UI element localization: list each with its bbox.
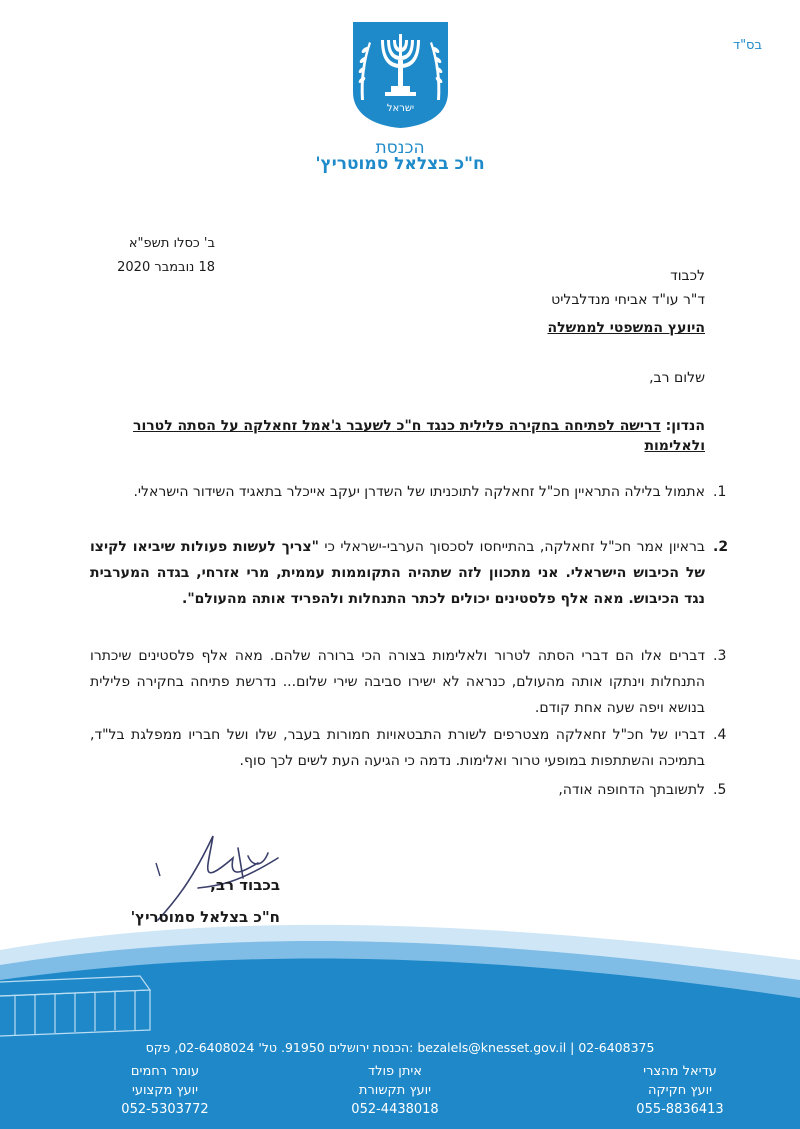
staff-name: איתן פולד xyxy=(368,1064,422,1079)
item-number: 1. xyxy=(713,484,727,500)
subject-text: דרישה לפתיחה בחקירה פלילית כנגד ח"כ לשעבר ג'אמל זחאלקה על הסתה לטרור ולאלימות xyxy=(133,418,705,454)
signer-name: ח"כ בצלאל סמוטריץ' xyxy=(130,908,280,926)
closing-salutation: בכבוד רב, xyxy=(210,876,280,894)
staff-name: עומר רחמים xyxy=(130,1064,200,1079)
footer-address: bezalels@knesset.gov.il | 02-6408375 :הכנסת ירושלים 91950. טל' 02-6408024, פקס xyxy=(145,1040,655,1055)
staff-contact xyxy=(295,1062,495,1119)
staff-contact xyxy=(65,1062,265,1119)
item-quote: "צריך לעשות פעולות שיביאו לקיצו של הכיבוש הישראלי. אני מתכוון לזה שתהיה התקוממות עממית, מרי אזרחי, בגדה המערבית נגד הכיבוש. מאה אלף פלסטינים יכולים לכתר התנחלות ולהפריד אותה מהעולם". xyxy=(90,539,705,607)
list-item xyxy=(90,722,727,774)
item-number: 3. xyxy=(713,648,727,664)
staff-phone: 052-4438018 xyxy=(351,1102,439,1117)
item-number: 5. xyxy=(713,782,727,798)
list-item xyxy=(90,479,727,505)
bsd-mark: בס"ד xyxy=(732,38,762,53)
hebrew-date: ב' כסלו תשפ"א xyxy=(128,236,215,251)
staff-role: יועץ תקשורת xyxy=(358,1083,432,1098)
institution-name: הכנסת xyxy=(375,138,425,158)
staff-name: עדיאל מהצרי xyxy=(643,1064,717,1079)
recipient-line-3: היועץ המשפטי לממשלה xyxy=(547,320,705,336)
list-item xyxy=(90,643,727,721)
subject-label: הנדון: xyxy=(665,418,705,434)
list-item xyxy=(90,534,729,612)
item-text: דבריו של חכ"ל זחאלקה מצטרפים לשורת התבטאויות חמורות בעבר, שלו ושל חבריו ממפלגת בל"ד, בתמיכה והשתתפות במופעי טרור ואלימות. נדמה כי הגיעה העת לשים לכך סוף. xyxy=(90,727,705,769)
item-text: לתשובתך הדחופה אודה, xyxy=(558,782,705,798)
list-item xyxy=(90,777,727,803)
member-name: ח"כ בצלאל סמוטריץ' xyxy=(315,154,485,174)
staff-role: יועץ חקיקה xyxy=(647,1083,713,1098)
subject-line xyxy=(95,416,705,456)
item-text: אתמול בלילה התראיין חכ"ל זחאלקה לתוכניתו של השדרן יעקב אייכלר בתאגיד השידור הישראלי. xyxy=(133,484,705,500)
staff-phone: 055-8836413 xyxy=(636,1102,724,1117)
recipient-line-2: ד"ר עו"ד אביחי מנדלבליט xyxy=(551,292,705,308)
knesset-emblem-icon xyxy=(351,20,450,130)
item-number: 2. xyxy=(713,539,729,555)
greeting: שלום רב, xyxy=(649,370,705,386)
emblem-word: ישראל xyxy=(386,103,415,114)
staff-phone: 052-5303772 xyxy=(121,1102,209,1117)
item-text: בראיון אמר חכ"ל זחאלקה, בהתייחסו לסכסוך הערבי-ישראלי כי xyxy=(318,539,705,555)
recipient-line-1: לכבוד xyxy=(670,268,705,284)
gregorian-date: 18 נובמבר 2020 xyxy=(117,260,215,275)
staff-role: יועץ מקצועי xyxy=(131,1083,199,1098)
item-number: 4. xyxy=(713,727,727,743)
item-text: דברים אלו הם דברי הסתה לטרור ולאלימות בצורה הכי ברורה שלהם. מאה אלף פלסטינים שיכתרו התנחלות וינתקו אותה מהעולם, כנראה לא ישירו סביבה שירי שלום... נדרשת פתיחה בחקירה פלילית בנושא ויפה שעה אחת קודם. xyxy=(90,648,705,716)
staff-contact xyxy=(580,1062,780,1119)
